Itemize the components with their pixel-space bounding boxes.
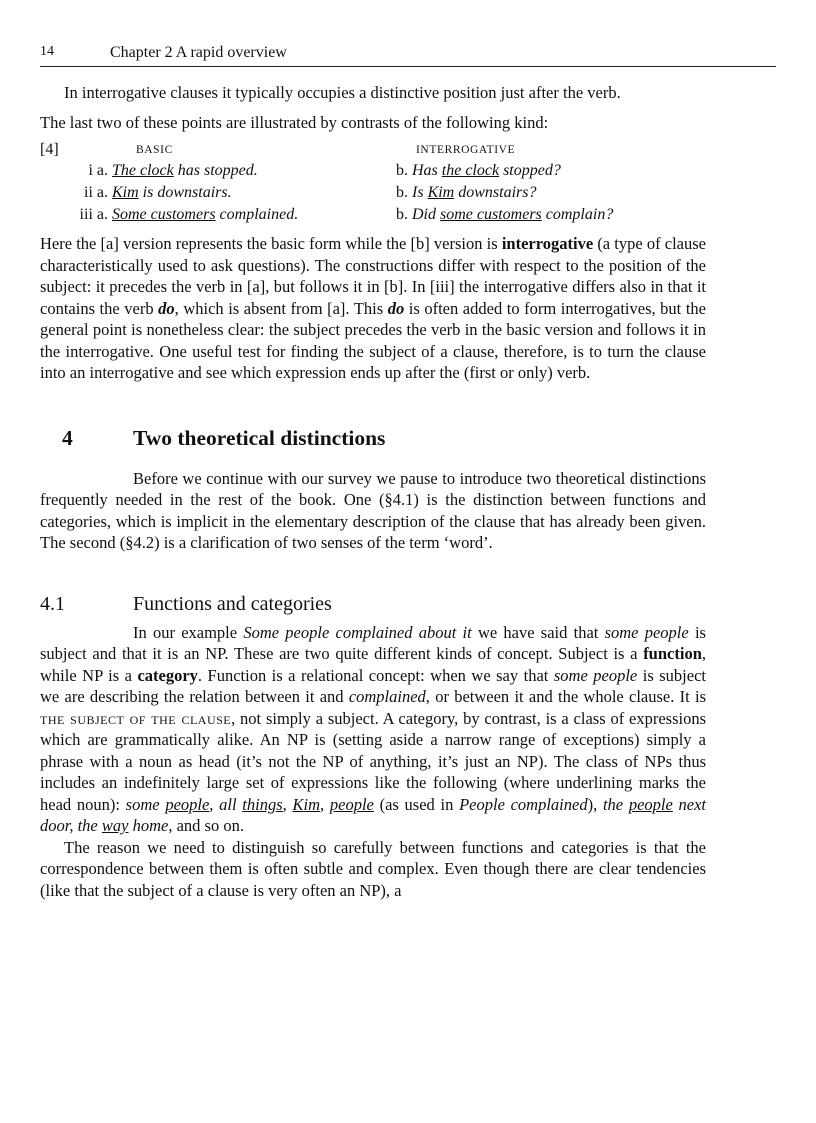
interrogative-header: INTERROGATIVE [416,144,516,156]
subsection-number: 4.1 [40,592,65,615]
example-interrogative: b. Has the clock stopped? [396,162,561,179]
example-lead: The last two of these points are illustrated by contrasts of the following kind: [40,112,549,132]
page-number: 14 [40,44,54,59]
section-number: 4 [62,425,73,450]
example-interrogative: b. Did some customers complain? [396,206,614,223]
example-row: i a. The clock has stopped. b. Has the clock stopped? [40,160,706,182]
example-basic: Some customers complained. [112,206,299,223]
basic-header: BASIC [136,144,173,156]
body-text [40,82,706,901]
example-interrogative: b. Is Kim downstairs? [396,184,537,201]
paragraph-interrogative: Here the [a] version represents the basic form while the [b] version is interrogative (a type of clause characteristically used to ask questions). The constructions differ with respect to the position of the subject: it precedes the verb in [a], but follows it in [b]. In [iii] the interrogative differs also in that it contains the verb do, which is absent from [a]. This do is often added to form interrogatives, but the general point is nonetheless clear: the subject precedes the verb in the basic version and follows it in the interrogative. One useful test for finding the subject of a clause, therefore, is to turn the clause into an interrogative and see which expression ends up after the (first or only) verb. [40,234,706,382]
example-row: iii a. Some customers complained. b. Did some customers complain? [40,204,706,226]
section-4-intro: Before we continue with our survey we pause to introduce two theoretical distinctions frequently needed in the rest of the book. One (§4.1) is the distinction between functions and categories, which is implicit in the elementary description of the clause that has already been given. The second (§4.2) is a clarification of two senses of the term ‘word’. [40,468,706,552]
section-4-heading [40,425,706,458]
subsection-title: Functions and categories [133,592,332,615]
intro-line: In interrogative clauses it typically occupies a distinctive position just after the verb. [64,83,621,102]
functions-paragraph-2: The reason we need to distinguish so carefully between functions and categories is that the correspondence between them is often subtle and complex. Even though there are clear tendencies (like that the subject of a clause is very often an NP), a [40,837,706,900]
section-title: Two theoretical distinctions [133,425,386,450]
functions-paragraph: In our example Some people complained about it we have said that some people is subject and that it is an NP. These are two quite different kinds of concept. Subject is a function, while NP is a category. Function is a relational concept: when we say that some people is subject we are describing the relation between it and complained, or between it and the whole clause. It is the subject of the clause, not simply a subject. A category, by contrast, is a class of expressions which are grammatically alike. An NP is (setting aside a narrow range of exceptions) simply a phrase with a noun as head (it’s not the NP of anything, it’s just an NP). The class of NPs thus includes an indefinitely large set of expressions like the following (where underlining marks the head noun): some people, all things, Kim, people (as used in People complained), the people next door, the way home, and so on. [40,622,707,835]
example-number: [4] [40,141,59,158]
example-4 [40,139,706,223]
chapter-title: Chapter 2 A rapid overview [110,44,287,61]
section-4-1-heading [40,594,706,622]
example-basic: Kim is downstairs. [112,184,232,201]
example-row: ii a. Kim is downstairs. b. Is Kim downstairs? [40,182,706,204]
running-header [40,44,776,67]
example-basic: The clock has stopped. [112,162,258,179]
